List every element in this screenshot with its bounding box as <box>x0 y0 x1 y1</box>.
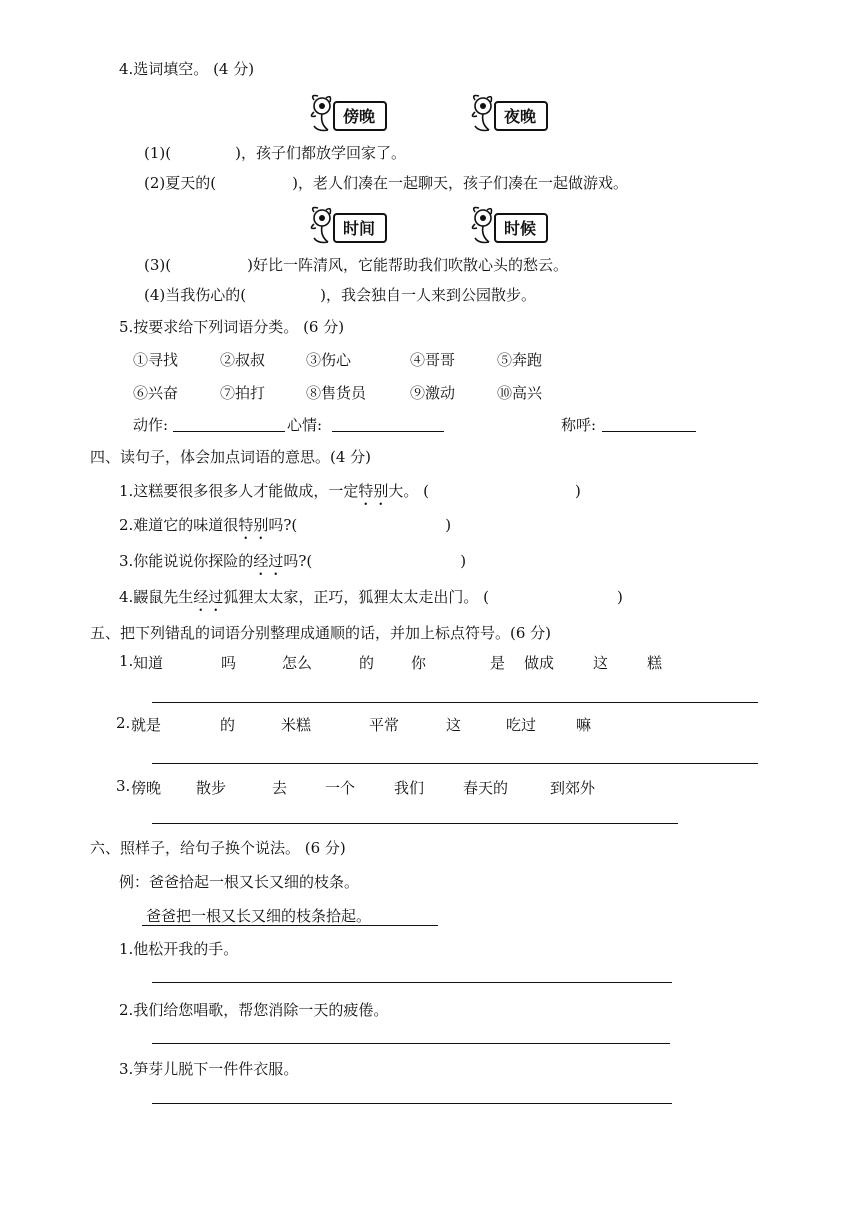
category-title-blank[interactable] <box>602 431 696 432</box>
s5-row3-word: 到郊外 <box>550 779 596 797</box>
s5-row1-word: 吗 <box>221 654 237 672</box>
word-card-4 <box>467 204 551 248</box>
q5-word-8: ⑧售货员 <box>306 384 367 402</box>
s5-answer-line-2[interactable] <box>152 763 758 764</box>
q5-word-6: ⑥兴奋 <box>133 384 179 402</box>
q5-word-7: ⑦拍打 <box>220 384 266 402</box>
s5-row3-number: 3. <box>116 777 131 795</box>
s5-row3-word: 春天的 <box>463 779 509 797</box>
q5-word-4: ④哥哥 <box>410 351 456 369</box>
section-4-title: 四、读句子，体会加点词语的意思。(4 分) <box>90 448 372 466</box>
s5-row2-word: 这 <box>446 716 462 734</box>
s6-answer-line-3[interactable] <box>152 1103 672 1104</box>
s6-item-2: 2.我们给您唱歌，帮您消除一天的疲倦。 <box>119 1001 389 1019</box>
word-card-1 <box>306 92 390 136</box>
category-action-blank[interactable] <box>173 431 285 432</box>
q5-word-5: ⑤奔跑 <box>497 351 543 369</box>
s5-row2-word: 米糕 <box>281 716 312 734</box>
word-card-2 <box>467 92 551 136</box>
section-5-title: 五、把下列错乱的词语分别整理成通顺的话，并加上标点符号。(6 分) <box>90 624 552 642</box>
category-mood-blank[interactable] <box>332 431 444 432</box>
q4-item-1: (1)( )，孩子们都放学回家了。 <box>144 144 406 162</box>
s5-row2-word: 的 <box>220 716 236 734</box>
s5-row2-word: 吃过 <box>506 716 537 734</box>
q4-item-4: (4)当我伤心的( )，我会独自一人来到公园散步。 <box>144 286 536 304</box>
s5-row1-word: 你 <box>411 654 427 672</box>
category-mood-label: 心情: <box>287 416 323 434</box>
word-card-label: 傍晚 <box>342 107 375 126</box>
q4-item-3: (3)( )好比一阵清风，它能帮助我们吹散心头的愁云。 <box>144 256 568 274</box>
s5-row1-word: 这 <box>593 654 609 672</box>
word-card-3 <box>306 204 390 248</box>
s5-answer-line-3[interactable] <box>152 823 678 824</box>
s6-example: 例：爸爸拾起一根又长又细的枝条。 <box>119 873 360 891</box>
s5-row3-word: 一个 <box>325 779 356 797</box>
word-card-label: 时间 <box>342 219 375 238</box>
q5-word-9: ⑨激动 <box>410 384 456 402</box>
s5-row1-word: 是 <box>490 654 506 672</box>
s6-answer-line-1[interactable] <box>152 982 672 983</box>
s5-row3-word: 我们 <box>394 779 425 797</box>
s6-example-underline <box>142 925 438 926</box>
q4-item-2: (2)夏天的( )，老人们凑在一起聊天，孩子们凑在一起做游戏。 <box>144 174 628 192</box>
word-card-label: 夜晚 <box>503 107 536 126</box>
s5-row2-word: 就是 <box>131 716 162 734</box>
q5-word-3: ③伤心 <box>306 351 352 369</box>
s5-row2-number: 2. <box>116 714 131 732</box>
q5-word-2: ②叔叔 <box>220 351 266 369</box>
s5-row2-word: 平常 <box>369 716 400 734</box>
s5-row3-word: 散步 <box>196 779 227 797</box>
q5-word-1: ①寻找 <box>133 351 179 369</box>
s5-row1-number: 1. <box>119 652 134 670</box>
s6-example-answer: 爸爸把一根又长又细的枝条拾起。 <box>146 907 372 925</box>
q5-word-10: ⑩高兴 <box>497 384 543 402</box>
q4-title: 4.选词填空。 (4 分) <box>119 60 255 78</box>
s5-row1-word: 知道 <box>133 654 164 672</box>
s5-row3-word: 傍晚 <box>131 779 162 797</box>
s4-item-3: 3.你能说说你探险的经过吗?( ) <box>119 552 467 570</box>
s5-row1-word: 怎么 <box>282 654 313 672</box>
s4-item-2: 2.难道它的味道很特别吗?( ) <box>119 516 452 534</box>
s4-item-1: 1.这糕要很多很多人才能做成，一定特别大。 ( ) <box>119 482 581 500</box>
s5-row1-word: 糕 <box>647 654 663 672</box>
s6-item-3: 3.笋芽儿脱下一件件衣服。 <box>119 1060 299 1078</box>
s5-row3-word: 去 <box>272 779 288 797</box>
category-title-label: 称呼: <box>561 416 597 434</box>
q5-title: 5.按要求给下列词语分类。 (6 分) <box>119 318 345 336</box>
word-card-label: 时候 <box>503 219 536 238</box>
s4-item-4: 4.鼹鼠先生经过狐狸太太家，正巧，狐狸太太走出门。 ( ) <box>119 588 623 606</box>
s5-answer-line-1[interactable] <box>152 702 758 703</box>
s6-answer-line-2[interactable] <box>152 1043 670 1044</box>
s6-item-1: 1.他松开我的手。 <box>119 940 239 958</box>
section-6-title: 六、照样子，给句子换个说法。 (6 分) <box>90 839 346 857</box>
s5-row1-word: 的 <box>359 654 375 672</box>
s5-row1-word: 做成 <box>524 654 555 672</box>
category-action-label: 动作: <box>133 416 169 434</box>
s5-row2-word: 嘛 <box>576 716 592 734</box>
